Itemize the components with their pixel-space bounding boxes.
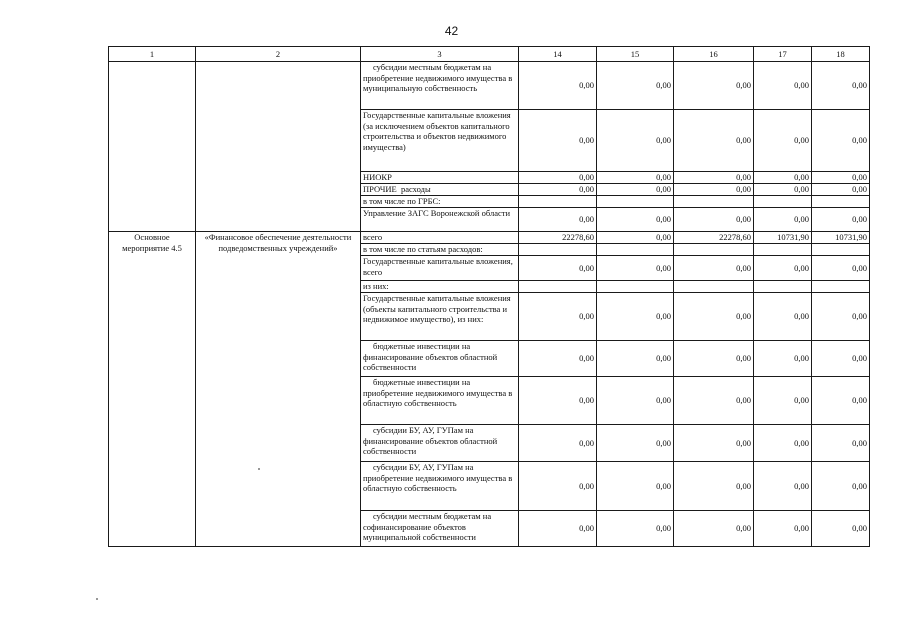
empty-cell [109, 62, 196, 232]
column-header-row [109, 47, 870, 62]
activity-code-cell: Основное мероприятие 4.5 [109, 232, 196, 547]
row-label: из них: [361, 281, 519, 293]
column-header: 15 [597, 47, 674, 62]
column-header: 16 [674, 47, 754, 62]
value-cell: 0,00 [674, 208, 754, 232]
value-cell: 0,00 [812, 62, 870, 110]
empty-cell [196, 62, 361, 232]
value-cell: 0,00 [674, 511, 754, 547]
value-cell [674, 196, 754, 208]
value-cell: 0,00 [754, 208, 812, 232]
value-cell: 0,00 [754, 62, 812, 110]
value-cell: 0,00 [674, 184, 754, 196]
value-cell: 0,00 [812, 110, 870, 172]
value-cell: 0,00 [519, 110, 597, 172]
value-cell: 0,00 [519, 293, 597, 341]
value-cell: 0,00 [812, 462, 870, 511]
value-cell: 0,00 [754, 462, 812, 511]
value-cell: 0,00 [812, 184, 870, 196]
column-header: 17 [754, 47, 812, 62]
value-cell: 0,00 [519, 256, 597, 281]
value-cell: 0,00 [812, 256, 870, 281]
value-cell: 0,00 [519, 208, 597, 232]
row-label: Государственные капитальные вложения (за исключением объектов капитального строительства и объектов недвижимого имущества) [361, 110, 519, 172]
activity-name-cell: «Финансовое обеспечение деятельности подведомственных учреждений» [196, 232, 361, 547]
value-cell: 0,00 [519, 377, 597, 425]
value-cell: 0,00 [519, 425, 597, 462]
value-cell: 0,00 [674, 425, 754, 462]
value-cell: 0,00 [812, 208, 870, 232]
row-label: Управление ЗАГС Воронежской области [361, 208, 519, 232]
value-cell: 0,00 [754, 256, 812, 281]
value-cell: 0,00 [674, 377, 754, 425]
value-cell: 0,00 [674, 62, 754, 110]
value-cell [597, 244, 674, 256]
budget-table-container [108, 46, 869, 546]
value-cell: 0,00 [674, 293, 754, 341]
value-cell: 0,00 [519, 511, 597, 547]
row-label: бюджетные инвестиции на приобретение недвижимого имущества в областную собственность [361, 377, 519, 425]
value-cell: 0,00 [754, 293, 812, 341]
value-cell: 0,00 [597, 172, 674, 184]
budget-table [108, 46, 870, 547]
value-cell: 0,00 [812, 172, 870, 184]
table-row [109, 232, 870, 244]
value-cell: 0,00 [812, 293, 870, 341]
value-cell [812, 244, 870, 256]
value-cell [519, 244, 597, 256]
row-label: Государственные капитальные вложения, всего [361, 256, 519, 281]
row-label: НИОКР [361, 172, 519, 184]
value-cell: 0,00 [674, 256, 754, 281]
row-label: в том числе по статьям расходов: [361, 244, 519, 256]
row-label: всего [361, 232, 519, 244]
value-cell: 0,00 [754, 341, 812, 377]
value-cell: 0,00 [754, 425, 812, 462]
value-cell: 0,00 [674, 341, 754, 377]
row-label: ПРОЧИЕ расходы [361, 184, 519, 196]
value-cell [597, 281, 674, 293]
value-cell [754, 281, 812, 293]
value-cell: 0,00 [597, 110, 674, 172]
table-row [109, 62, 870, 110]
value-cell: 0,00 [597, 462, 674, 511]
value-cell: 0,00 [519, 62, 597, 110]
value-cell: 0,00 [597, 208, 674, 232]
value-cell: 10731,90 [754, 232, 812, 244]
value-cell: 0,00 [597, 511, 674, 547]
column-header: 3 [361, 47, 519, 62]
value-cell: 0,00 [754, 511, 812, 547]
value-cell: 0,00 [597, 62, 674, 110]
row-label: в том числе по ГРБС: [361, 196, 519, 208]
value-cell [812, 281, 870, 293]
column-header: 2 [196, 47, 361, 62]
value-cell: 0,00 [754, 377, 812, 425]
value-cell: 0,00 [597, 232, 674, 244]
row-label: бюджетные инвестиции на финансирование объектов областной собственности [361, 341, 519, 377]
value-cell [674, 244, 754, 256]
value-cell: 0,00 [674, 110, 754, 172]
value-cell [754, 196, 812, 208]
value-cell: 0,00 [597, 293, 674, 341]
value-cell: 0,00 [812, 425, 870, 462]
value-cell: 0,00 [754, 172, 812, 184]
value-cell: 0,00 [674, 462, 754, 511]
value-cell: 0,00 [519, 184, 597, 196]
row-label: субсидии местным бюджетам на софинансирование объектов муниципальной собственности [361, 511, 519, 547]
value-cell: 0,00 [597, 256, 674, 281]
row-label: Государственные капитальные вложения (объекты капитального строительства и недвижимое имущество), из них: [361, 293, 519, 341]
value-cell [597, 196, 674, 208]
value-cell: 10731,90 [812, 232, 870, 244]
column-header: 14 [519, 47, 597, 62]
value-cell: 0,00 [597, 425, 674, 462]
value-cell: 0,00 [519, 172, 597, 184]
row-label: субсидии местным бюджетам на приобретение недвижимого имущества в муниципальную собственность [361, 62, 519, 110]
value-cell: 0,00 [812, 511, 870, 547]
page-number: 42 [444, 24, 459, 38]
value-cell: 0,00 [754, 184, 812, 196]
value-cell: 0,00 [597, 341, 674, 377]
column-header: 1 [109, 47, 196, 62]
scan-speck [258, 468, 260, 470]
value-cell: 0,00 [597, 184, 674, 196]
value-cell [519, 196, 597, 208]
scan-speck [96, 598, 98, 600]
value-cell: 22278,60 [519, 232, 597, 244]
value-cell [812, 196, 870, 208]
value-cell: 0,00 [519, 462, 597, 511]
value-cell: 0,00 [812, 377, 870, 425]
value-cell [754, 244, 812, 256]
value-cell: 0,00 [812, 341, 870, 377]
value-cell: 0,00 [597, 377, 674, 425]
value-cell [674, 281, 754, 293]
value-cell: 0,00 [674, 172, 754, 184]
value-cell: 0,00 [754, 110, 812, 172]
row-label: субсидии БУ, АУ, ГУПам на приобретение недвижимого имущества в областную собственность [361, 462, 519, 511]
value-cell: 0,00 [519, 341, 597, 377]
column-header: 18 [812, 47, 870, 62]
value-cell: 22278,60 [674, 232, 754, 244]
row-label: субсидии БУ, АУ, ГУПам на финансирование объектов областной собственности [361, 425, 519, 462]
value-cell [519, 281, 597, 293]
